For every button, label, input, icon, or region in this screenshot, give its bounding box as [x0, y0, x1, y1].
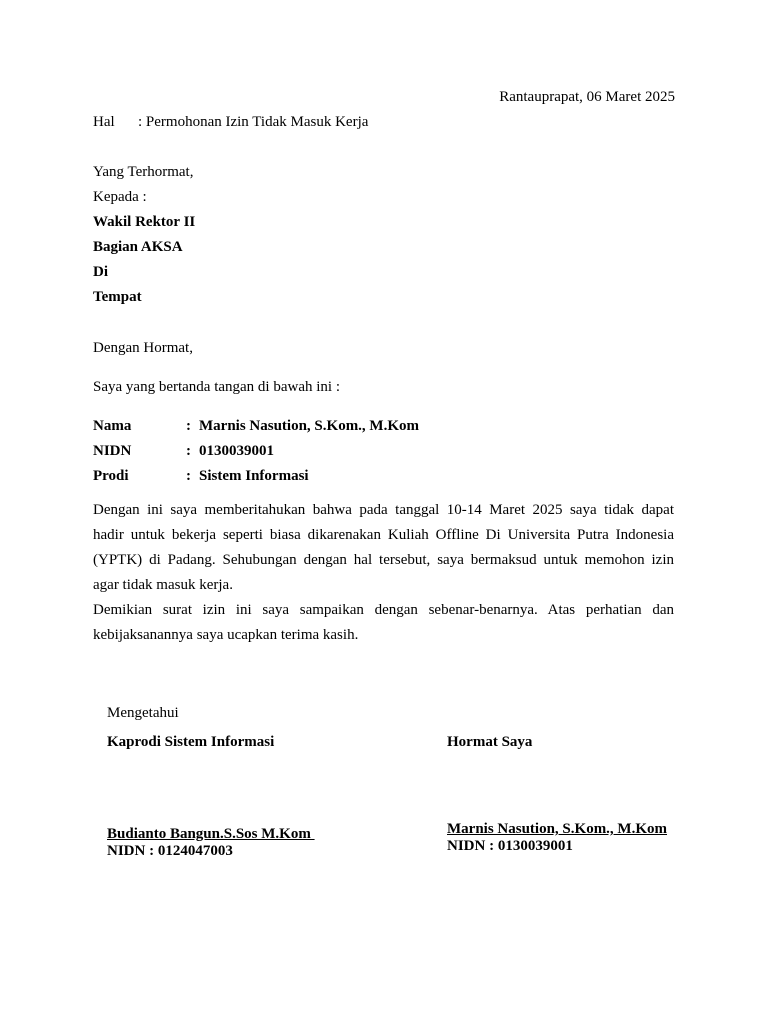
body-paragraph [93, 498, 674, 648]
recipient-line-2: Bagian AKSA [93, 239, 183, 255]
body-line: agar tidak masuk kerja. [93, 577, 233, 593]
signature-right-name: Marnis Nasution, S.Kom., M.Kom [447, 821, 668, 837]
identity-colon: : [186, 418, 191, 434]
signature-left-name: Budianto Bangun.S.Sos M.Kom [107, 826, 315, 842]
body-line: (YPTK) di Padang. Sehubungan dengan hal tersebut, saya bermaksud untuk memohon izin [93, 552, 674, 568]
signature-left-nidn: NIDN : 0124047003 [107, 843, 233, 859]
body-line: Dengan ini saya memberitahukan bahwa pada tanggal 10-14 Maret 2025 saya tidak dapat [93, 502, 674, 518]
body-line: hadir untuk bekerja seperti biasa dikarenakan Kuliah Offline Di Universita Putra Indonesia [93, 527, 674, 543]
identity-colon: : [186, 468, 191, 484]
signature-right-nidn: NIDN : 0130039001 [447, 838, 573, 854]
body-line: Demikian surat izin ini saya sampaikan dengan sebenar-benarnya. Atas perhatian dan [93, 602, 674, 618]
greeting: Yang Terhormat, [93, 164, 194, 180]
subject-label: Hal [93, 114, 115, 130]
signature-right-title: Hormat Saya [447, 734, 533, 750]
recipient-line-4: Tempat [93, 289, 142, 305]
identity-colon: : [186, 443, 191, 459]
identity-value-nidn: 0130039001 [199, 443, 274, 459]
recipient-line-1: Wakil Rektor II [93, 214, 196, 230]
recipient-line-3: Di [93, 264, 108, 280]
identity-value-nama: Marnis Nasution, S.Kom., M.Kom [199, 418, 420, 434]
to-label: Kepada : [93, 189, 147, 205]
identity-label-nama: Nama [93, 418, 132, 434]
letter-date: Rantauprapat, 06 Maret 2025 [499, 89, 675, 105]
identity-label-prodi: Prodi [93, 468, 129, 484]
acknowledge-label: Mengetahui [107, 705, 179, 721]
intro: Saya yang bertanda tangan di bawah ini : [93, 379, 341, 395]
subject-value: : Permohonan Izin Tidak Masuk Kerja [138, 114, 369, 130]
opening: Dengan Hormat, [93, 340, 193, 356]
identity-label-nidn: NIDN [93, 443, 132, 459]
identity-value-prodi: Sistem Informasi [199, 468, 309, 484]
signature-left-title: Kaprodi Sistem Informasi [107, 734, 275, 750]
body-line: kebijaksanannya saya ucapkan terima kasih. [93, 627, 359, 643]
